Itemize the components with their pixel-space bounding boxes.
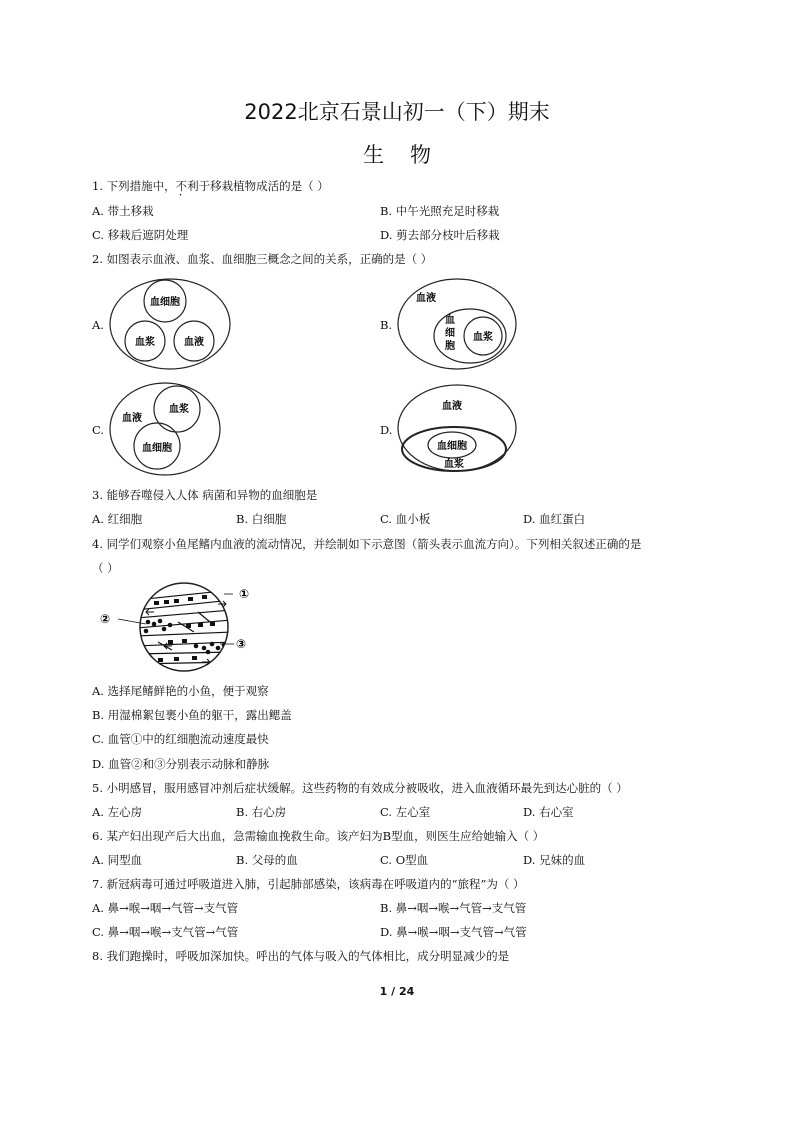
q3-option-c: C. 血小板 [380,512,431,526]
label-blood: 血液 [122,413,142,424]
q2-label-d: D. [380,423,393,437]
question-4-stem-line1: 4. 同学们观察小鱼尾鳍内血液的流动情况，并绘制如下示意图（箭头表示血流方向）。下列相关叙述正确的是 [92,537,642,551]
q5-option-c: C. 左心室 [380,805,431,819]
label-blood: 血液 [184,337,204,348]
q4-option-a: A. 选择尾鳍鲜艳的小鱼，便于观察 [92,684,269,698]
q1-option-b: B. 中午光照充足时移栽 [380,204,500,218]
q6-option-b: B. 父母的血 [236,853,298,867]
label-cells-2: 细 [445,328,455,339]
question-5-stem: 5. 小明感冒，服用感冒冲剂后症状缓解。这些药物的有效成分被吸收，进入血液循环最先到达心脏的（ ） [92,781,628,795]
label-plasma: 血浆 [169,404,189,415]
q1-option-d: D. 剪去部分枝叶后移栽 [380,228,500,242]
q2-label-c: C. [92,423,105,437]
label-cells: 血细胞 [150,297,180,308]
question-3-stem: 3. 能够吞噬侵入人体 病菌和异物的血细胞是 [92,488,318,502]
label-plasma: 血浆 [444,459,464,470]
q7-option-d: D. 鼻→喉→咽→支气管→气管 [380,925,527,939]
label-cells: 血细胞 [142,443,172,454]
q3-option-b: B. 白细胞 [236,512,287,526]
page-number: 1 / 24 [379,985,415,998]
q1-option-a: A. 带土移栽 [92,204,154,218]
emphasis-dot-word: 不 [175,179,188,193]
q4-option-d: D. 血管②和③分别表示动脉和静脉 [92,757,270,771]
stem-part: 1. 下列措施中， [92,179,176,193]
q1-option-c: C. 移栽后遮阴处理 [92,228,189,242]
question-7-stem: 7. 新冠病毒可通过呼吸道进入肺，引起肺部感染，该病毒在呼吸道内的“旅程”为（ ） [92,877,525,891]
page-title: 2022北京石景山初一（下）期末 [244,100,550,124]
q6-option-a: A. 同型血 [92,853,143,867]
label-plasma: 血浆 [135,337,155,348]
q7-option-b: B. 鼻→咽→喉→气管→支气管 [380,901,527,915]
q3-option-a: A. 红细胞 [92,512,143,526]
label-cells: 血细胞 [437,441,467,452]
marker-3: ③ [236,637,247,651]
label-blood: 血液 [442,401,462,412]
q2-label-b: B. [380,318,393,332]
q6-option-c: C. O型血 [380,853,429,867]
marker-2: ② [100,612,111,626]
q2-label-a: A. [92,318,104,332]
question-1-stem [92,179,329,193]
q3-option-d: D. 血红蛋白 [523,512,586,526]
label-blood: 血液 [416,293,436,304]
subject-title: 生物 [363,143,457,167]
diagram-d [396,383,520,475]
q4-option-c: C. 血管①中的红细胞流动速度最快 [92,732,269,746]
question-4-stem-line2: （ ） [92,561,119,575]
stem-part: 利于移栽植物成活的是（ ） [187,179,329,193]
question-6-stem: 6. 某产妇出现产后大出血，急需输血挽救生命。该产妇为B型血，则医生应给她输入（ ） [92,829,545,843]
marker-1: ① [239,587,250,601]
fish-tail-capillary-diagram [98,582,258,674]
q5-option-d: D. 右心室 [523,805,574,819]
diagram-a [108,277,234,373]
q7-option-c: C. 鼻→咽→喉→支气管→气管 [92,925,239,939]
q4-option-b: B. 用湿棉絮包裹小鱼的躯干，露出鳃盖 [92,708,292,722]
label-cells-3: 胞 [445,341,455,352]
question-8-stem: 8. 我们跑操时，呼吸加深加快。呼出的气体与吸入的气体相比，成分明显减少的是 [92,949,510,963]
label-plasma: 血浆 [473,332,493,343]
diagram-b [396,277,520,373]
diagram-c [108,381,222,477]
q6-option-d: D. 兄妹的血 [523,853,586,867]
q5-option-b: B. 右心房 [236,805,287,819]
question-2-stem: 2. 如图表示血液、血浆、血细胞三概念之间的关系，正确的是（ ） [92,252,433,266]
q5-option-a: A. 左心房 [92,805,143,819]
q7-option-a: A. 鼻→喉→咽→气管→支气管 [92,901,239,915]
label-cells-1: 血 [445,315,455,326]
